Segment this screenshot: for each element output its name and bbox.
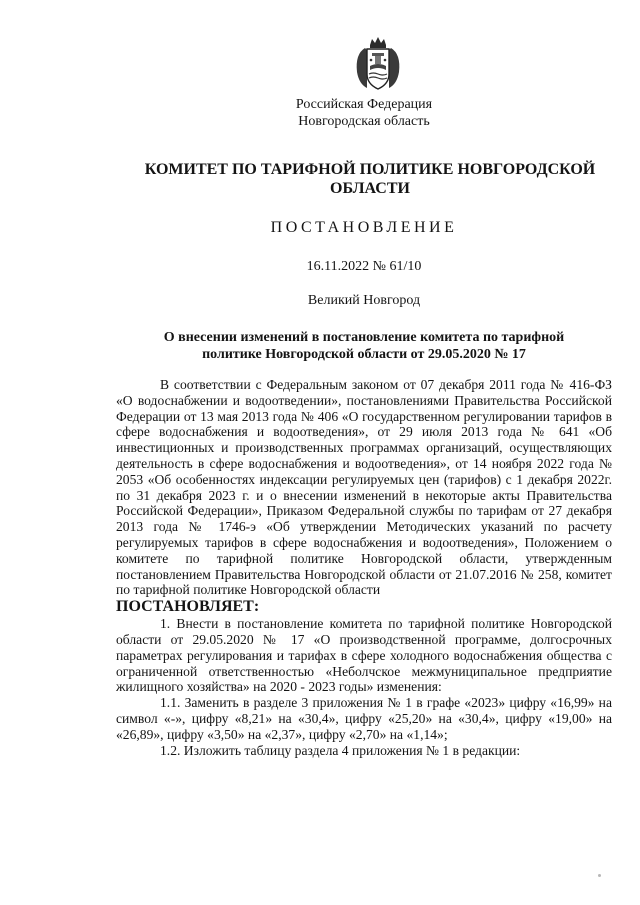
scan-speck: [598, 874, 601, 877]
item-1-paragraph: 1. Внести в постановление комитета по тарифной политике Новгородской области от 29.05.2020 № 17 «О производственной программе, долгосрочных параметрах регулирования и тарифах в сфере холодного водоснабжения общества с ограниченной ответственностью «Неболчское межмуниципальное предприятие жилищного хозяйства» на 2020 - 2023 годы» изменения:: [116, 616, 612, 695]
resolves-heading: ПОСТАНОВЛЯЕТ:: [116, 598, 260, 616]
document-type: ПОСТАНОВЛЕНИЕ: [270, 219, 458, 236]
date-number: 16.11.2022 № 61/10: [306, 259, 422, 274]
preamble-paragraph: В соответствии с Федеральным законом от 07 декабря 2011 года № 416-ФЗ «О водоснабжении и водоотведении», постановлениями Правительства Российской Федерации от 13 мая 2013 года № 406 «О государственном регулировании тарифов в сфере водоснабжения и водоотведения», от 29 июля 2013 года № 641 «Об инвестиционных и производственных программах организаций, осуществляющих деятельность в сфере водоснабжения и водоотведения», от 14 ноября 2022 года № 2053 «Об особенностях индексации регулируемых цен (тарифов) с 1 декабря 2022г. по 31 декабря 2023 г. и о внесении изменений в некоторые акты Правительства Российской Федерации», Приказом Федеральной службы по тарифам от 27 декабря 2013 года № 1746-э «Об утверждении Методических указаний по расчету регулируемых тарифов в сфере водоснабжения и водоотведения», Положением о комитете по тарифной политике Новгородской области, утвержденным постановлением Правительства Новгородской области от 21.07.2016 № 258, комитет по тарифной политике Новгородской области: [116, 377, 612, 598]
city: Великий Новгород: [307, 293, 421, 308]
decree-subject: О внесении изменений в постановление комитета по тарифной политике Новгородской области от 29.05.2020 № 17: [163, 330, 565, 362]
item-1-2-paragraph: 1.2. Изложить таблицу раздела 4 приложения № 1 в редакции:: [160, 742, 521, 758]
country-region: [0, 96, 640, 130]
committee-title: КОМИТЕТ ПО ТАРИФНОЙ ПОЛИТИКЕ НОВГОРОДСКОЙ ОБЛАСТИ: [144, 161, 596, 197]
item-1-1-paragraph: 1.1. Заменить в разделе 3 приложения № 1 в графе «2023» цифру «16,99» на символ «-», цифру «8,21» на «30,4», цифру «25,20» на «30,4», цифру «19,00» на «26,89», цифру «3,50» на «2,37», цифру «2,70» на «1,14»;: [116, 695, 612, 742]
country-name: Российская Федерация: [295, 97, 433, 112]
region-name: Новгородская область: [298, 114, 430, 129]
coat-of-arms-icon: [353, 36, 403, 92]
document-body: [116, 377, 612, 758]
